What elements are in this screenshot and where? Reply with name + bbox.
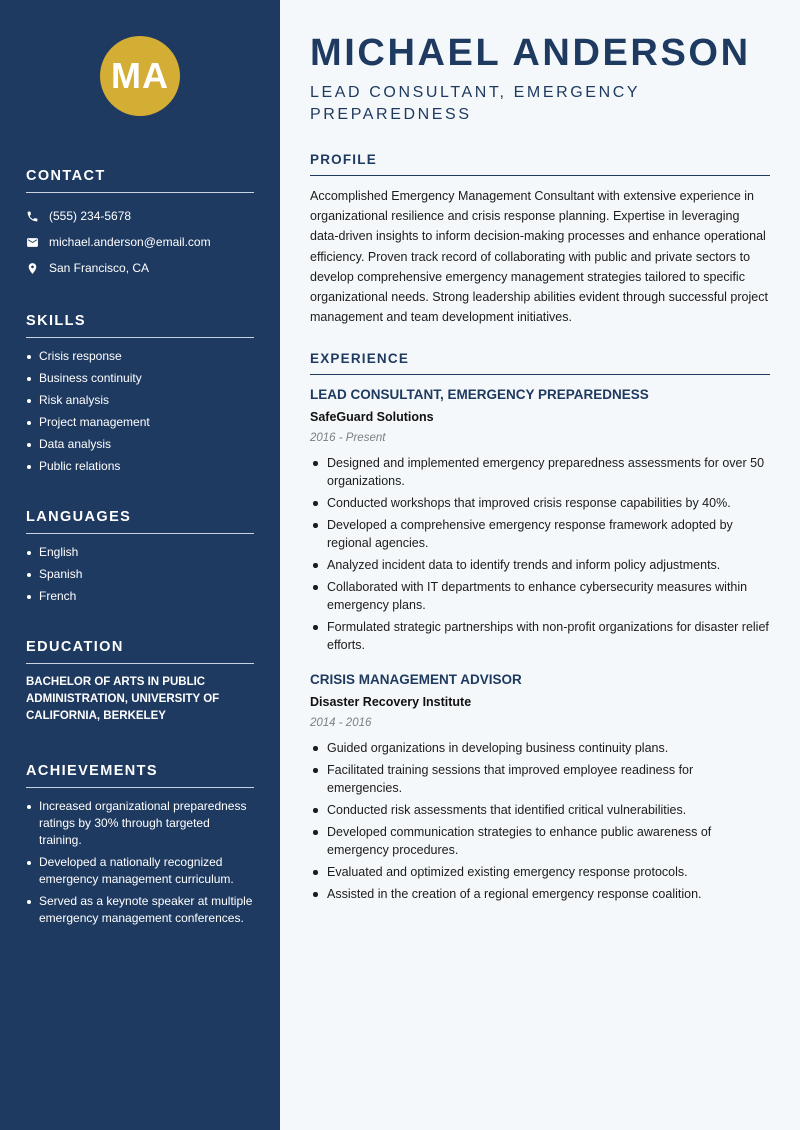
list-item: Increased organizational preparedness ratings by 30% through targeted training. <box>26 798 254 849</box>
list-item: Assisted in the creation of a regional emergency response coalition. <box>310 885 770 903</box>
phone-value[interactable]: (555) 234-5678 <box>49 209 132 223</box>
job-title: CRISIS MANAGEMENT ADVISOR <box>310 672 522 688</box>
experience-section <box>310 351 770 903</box>
languages-list <box>26 544 254 605</box>
list-item: Crisis response <box>26 348 254 365</box>
list-item: English <box>26 544 254 561</box>
list-item: Formulated strategic partnerships with non-profit organizations for disaster relief efforts. <box>310 618 770 654</box>
job-entry <box>310 385 770 654</box>
languages-title: LANGUAGES <box>26 509 254 534</box>
list-item: Risk analysis <box>26 392 254 409</box>
list-item: Conducted risk assessments that identified critical vulnerabilities. <box>310 801 770 819</box>
list-item: Spanish <box>26 566 254 583</box>
list-item: Conducted workshops that improved crisis response capabilities by 40%. <box>310 494 770 512</box>
achievements-section <box>26 763 254 927</box>
phone-icon <box>26 210 39 223</box>
list-item: Project management <box>26 414 254 431</box>
email-value[interactable]: michael.anderson@email.com <box>49 235 211 249</box>
list-item: Facilitated training sessions that improved employee readiness for emergencies. <box>310 761 770 797</box>
contact-phone <box>26 203 254 229</box>
sidebar <box>0 0 280 1130</box>
list-item: Developed a nationally recognized emergency management curriculum. <box>26 854 254 888</box>
skills-section <box>26 313 254 475</box>
experience-title: EXPERIENCE <box>310 351 770 375</box>
list-item: Developed communication strategies to enhance public awareness of emergency procedures. <box>310 823 770 859</box>
avatar: MA <box>100 36 180 116</box>
languages-section <box>26 509 254 605</box>
education-title: EDUCATION <box>26 639 254 664</box>
education-section <box>26 639 254 725</box>
contact-location <box>26 255 254 281</box>
job-bullets <box>310 454 770 654</box>
list-item: Public relations <box>26 458 254 475</box>
list-item: Business continuity <box>26 370 254 387</box>
education-degree: BACHELOR OF ARTS IN PUBLIC ADMINISTRATION, UNIVERSITY OF CALIFORNIA, BERKELEY <box>26 676 220 722</box>
list-item: Served as a keynote speaker at multiple emergency management conferences. <box>26 893 254 927</box>
list-item: Guided organizations in developing business continuity plans. <box>310 739 770 757</box>
location-pin-icon <box>26 262 39 275</box>
profile-section <box>310 152 770 327</box>
skills-list <box>26 348 254 475</box>
skills-title: SKILLS <box>26 313 254 338</box>
list-item: French <box>26 588 254 605</box>
contact-section <box>26 168 254 281</box>
contact-email <box>26 229 254 255</box>
list-item: Evaluated and optimized existing emergency response protocols. <box>310 863 770 881</box>
job-dates: 2016 - Present <box>310 432 386 445</box>
list-item: Data analysis <box>26 436 254 453</box>
list-item: Designed and implemented emergency preparedness assessments for over 50 organizations. <box>310 454 770 490</box>
job-dates: 2014 - 2016 <box>310 717 372 730</box>
list-item: Analyzed incident data to identify trends and inform policy adjustments. <box>310 556 770 574</box>
job-entry <box>310 670 770 903</box>
profile-text: Accomplished Emergency Management Consultant with extensive experience in organizational resilience and crisis response planning. Expertise in leveraging data-driven insights to inform decision-making processes and enhance operational efficiency. Proven track record of collaborating with public and private sectors to develop comprehensive emergency management strategies tailored to specific organizational needs. Strong leadership abilities evident through successful project management and team development initiatives. <box>310 189 768 325</box>
list-item: Collaborated with IT departments to enhance cybersecurity measures within emergency plans. <box>310 578 770 614</box>
job-company: Disaster Recovery Institute <box>310 695 472 710</box>
job-bullets <box>310 739 770 903</box>
achievements-title: ACHIEVEMENTS <box>26 763 254 788</box>
job-title: LEAD CONSULTANT, EMERGENCY PREPAREDNESS <box>310 387 649 403</box>
job-company: SafeGuard Solutions <box>310 410 434 425</box>
profile-title: PROFILE <box>310 152 770 176</box>
candidate-role: LEAD CONSULTANT, EMERGENCY PREPAREDNESS <box>310 84 640 123</box>
mail-icon <box>26 236 39 249</box>
location-value: San Francisco, CA <box>49 261 150 275</box>
main-content <box>280 0 800 1130</box>
achievements-list <box>26 798 254 927</box>
candidate-name: MICHAEL ANDERSON <box>310 32 751 74</box>
list-item: Developed a comprehensive emergency response framework adopted by regional agencies. <box>310 516 770 552</box>
contact-title: CONTACT <box>26 168 254 193</box>
